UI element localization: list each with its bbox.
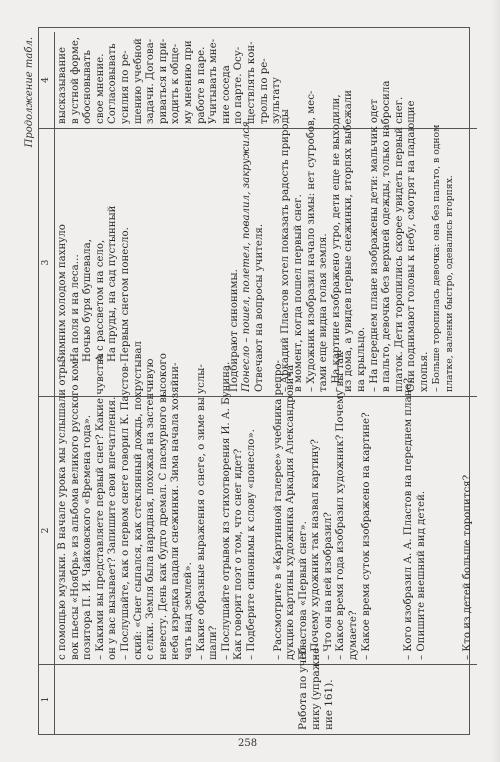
text-line: – Больше торопилась девочка: она без пальто, в одном [431,124,443,392]
text-line: – На картине изображено утро, дети еще не выходили, [330,94,342,392]
text-line: – Какими вы представляете первый снег? Какие чувства [94,353,106,660]
text-line: Пластова «Первый снег». [297,521,309,660]
rotated-table-block [24,19,476,743]
lesson-table [38,27,474,735]
poem-line: Ночью буря бушевала, [82,239,94,362]
poem-line: Зимним холодом пахнуло [57,224,68,362]
skills-line: зультату [271,77,283,124]
binding-shadow [492,0,500,762]
text-line: на крыльцо. [355,326,367,392]
skills-line: по парте. Осу- [233,46,245,124]
column-header-2: 2 [39,396,55,664]
text-line: платке, валенки быстро, одевались вторпях. [444,175,456,392]
text-line: – Что он на ней изобразил? [322,512,334,660]
poem-line: На пруды, на сад пустынный [107,205,119,362]
skills-line: троль по ре- [258,58,270,124]
page-number: 258 [238,738,258,749]
text-line: он у вас вызывает? Запишите свои впечатления. [107,396,119,660]
skills-line: свое мнение. [94,53,106,124]
skills-line: высказывание [57,46,68,124]
skills-line: шению учебной [132,38,144,124]
text-line: – Послушайте, как о первом снеге говорил К. Паустов- [119,362,131,660]
text-line: хлопья. [418,351,430,392]
skills-line: ществлять кон- [245,41,257,124]
skills-line: риваться и при- [157,38,169,124]
skills-line: ходить к обще- [170,43,182,124]
text-line: невесту. День как будто дремал. С пасмурного высокого [157,353,169,660]
text-line: – Аркадий Пластов хотел показать радость природы [280,109,292,392]
text-line: Отвечают на вопросы учителя. [253,223,265,392]
text-line: – На переднем плане изображены дети: мальчик одет [368,99,380,392]
poem-line: А с рассветом на село, [94,239,106,362]
text-line: – Какие образные выражения о снеге, о зиме вы услы- [195,364,207,660]
text-line: Понесло – пошел, полетел, повалил, закружился. [241,117,253,392]
skills-line: Согласовывать [107,43,119,124]
column-header-4: 4 [39,32,55,128]
text-line: в момент, когда пошел первый снег. [292,194,304,392]
stage-line: Работа по учеб- [297,643,309,730]
skills-line: обосновывать [82,50,94,124]
text-line: – Кто из детей больше торопится? [462,474,474,660]
stage-cell [55,643,477,734]
stage-line: нику (упражне- [310,644,322,730]
text-line: – Художник изобразил начало зимы: нет сугробов, мес- [305,90,317,392]
skills-line: му мнению при [182,40,194,124]
skills-line: работе в паре. [195,46,207,124]
column-header-3: 3 [39,128,55,396]
continuation-label: Продолжение табл. [24,37,35,148]
text-line: с помощью музыки. В начале урока мы услышали отры- [57,355,68,660]
stage-line: ние 161). [323,679,335,730]
poem-line: Первым снегом понесло. [119,227,131,362]
text-line: позитора П. И. Чайковского «Времена года». [82,414,94,660]
skills-line: задачи. Догова- [145,38,157,124]
text-line: Подбирают синонимы. [228,269,240,392]
text-line: платок. Дети торопились скорее увидеть первый снег. [393,96,405,392]
text-line: Они поднимают головы к небу, смотрят на падающие [406,100,418,392]
text-line: – Подберите синонимы к слову «понесло». [245,429,257,660]
skills-line: ние соседа [220,65,232,124]
column-header-1: 1 [39,664,55,734]
text-line: – Кого изобразил А. А. Пластов на переднем плане? [403,378,415,660]
text-line: неба изредка падали снежинки. Зима начала хозяйни- [170,362,182,660]
text-line: ский: «Снег сыпался, как стеклянный дождь, похрустывал [132,341,144,660]
poem-line: На поля и на леса… [69,254,81,362]
text-line: тами еще видна голая земля. [318,233,330,392]
text-line: – Какое время суток изображено на картине? [360,412,372,660]
skills-line: Учитывать мне- [208,38,220,124]
text-line: дукцию картины художника Аркадия Александровича [285,364,297,660]
text-line: – Какое время года изобразил художник? Почему вы так [335,351,347,660]
text-line: с елки. Земля была нарядная, похожая на застенчивую [145,358,157,660]
text-line: чать над землей». [182,562,194,660]
text-line: из дома, а увидев первые снежинки, вторпях выбежали [343,89,355,392]
text-line: – Опишите внешний вид детей. [415,490,427,660]
text-line: Как говорит поэт о том, что снег идет? [233,448,245,660]
skills-cell [55,32,477,128]
text-line: в пальто, девочка без верхней одежды, только набросила [381,80,393,392]
text-line: – Рассмотрите в «Картинной галерее» учебника репро- [272,360,284,660]
skills-line: в устной форме, [69,36,81,124]
text-line: вок пьесы «Ноябрь» из альбома великого русского ком- [69,357,81,660]
skills-line: усилия по ре- [119,50,131,124]
text-line: – Послушайте отрывок из стихотворения И. А. Бунина. [220,361,232,660]
text-line: – Почему художник так назвал картину? [310,439,322,660]
text-line: думаете? [348,610,360,660]
text-line: шали? [208,625,220,660]
